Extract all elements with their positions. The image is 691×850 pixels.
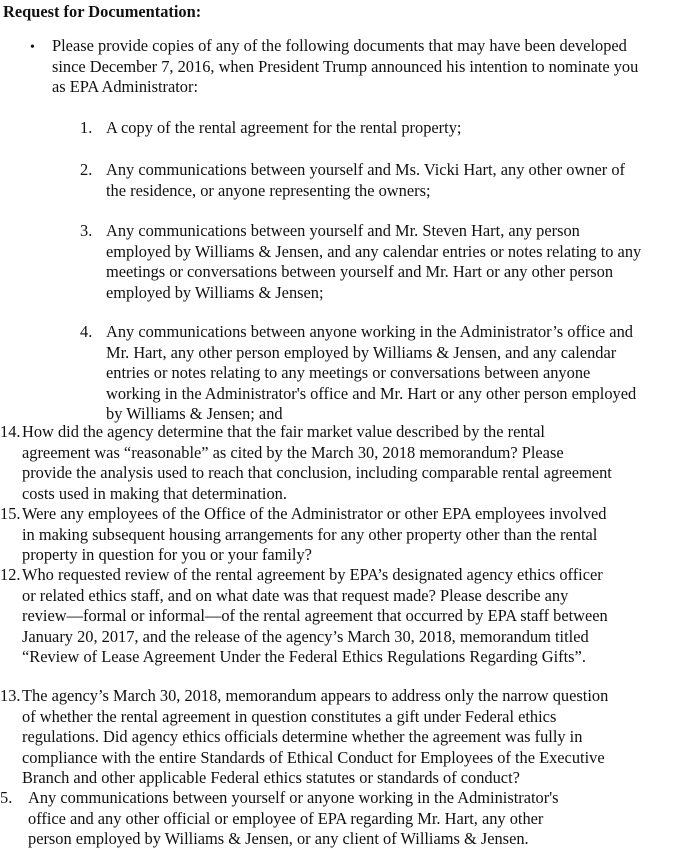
bullet-paragraph	[52, 36, 691, 98]
question-number: 14.	[0, 422, 21, 441]
text-line: of whether the rental agreement in question constitutes a gift under Federal ethics	[22, 706, 557, 726]
text-line: by Williams & Jensen; and	[106, 404, 283, 424]
sub-item-number: 4.	[80, 322, 93, 341]
text-line: Please provide copies of any of the following documents that may have been developed	[52, 36, 627, 55]
text-line: employed by Williams & Jensen;	[106, 282, 324, 302]
text-line: Any communications between yourself and Mr. Steven Hart, any person	[106, 221, 580, 240]
text-line: agreement was “reasonable” as cited by the March 30, 2018 memorandum? Please	[22, 442, 564, 462]
text-line: Who requested review of the rental agreement by EPA’s designated agency ethics officer	[22, 565, 603, 584]
text-line: Any communications between anyone working in the Administrator’s office and	[106, 322, 633, 341]
text-line: entries or notes relating to any meetings or conversations between anyone	[106, 363, 591, 383]
text-line: review—formal or informal—of the rental agreement that occurred by EPA staff between	[22, 606, 608, 626]
question-number: 15.	[0, 504, 21, 523]
question-number: 13.	[0, 686, 21, 705]
text-line: employed by Williams & Jensen, and any calendar entries or notes relating to any	[106, 241, 642, 261]
text-line: compliance with the entire Standards of Ethical Conduct for Employees of the Executive	[22, 747, 605, 767]
text-line: person employed by Williams & Jensen, or any client of Williams & Jensen.	[28, 829, 529, 849]
section-heading: Request for Documentation:	[3, 2, 202, 21]
text-line: working in the Administrator's office and Mr. Hart or any other person employed	[106, 383, 637, 403]
text-line: Any communications between yourself or anyone working in the Administrator's	[28, 788, 559, 807]
text-line: The agency’s March 30, 2018, memorandum appears to address only the narrow question	[22, 686, 609, 705]
text-line: or related ethics staff, and on what date was that request made? Please describe any	[22, 585, 569, 605]
text-line: Were any employees of the Office of the Administrator or other EPA employees involved	[22, 504, 607, 523]
sub-item-number: 2.	[80, 160, 93, 179]
text-line: provide the analysis used to reach that conclusion, including comparable rental agreement	[22, 463, 612, 483]
text-line: property in question for you or your family?	[22, 545, 312, 565]
text-line: Any communications between yourself and Ms. Vicki Hart, any other owner of	[106, 160, 625, 179]
question-number: 5.	[0, 788, 13, 807]
text-line: the residence, or anyone representing the owners;	[106, 180, 431, 200]
text-line: as EPA Administrator:	[52, 77, 199, 97]
text-line: “Review of Lease Agreement Under the Federal Ethics Regulations Regarding Gifts”.	[22, 647, 586, 667]
text-line: meetings or conversations between yourself and Mr. Hart or any other person	[106, 262, 614, 282]
sub-item-number: 3.	[80, 221, 93, 240]
text-line: since December 7, 2016, when President Trump announced his intention to nominate you	[52, 56, 639, 76]
text-line: A copy of the rental agreement for the rental property;	[106, 118, 462, 137]
text-line: regulations. Did agency ethics officials determine whether the agreement was fully in	[22, 727, 583, 747]
text-line: office and any other official or employee of EPA regarding Mr. Hart, any other	[28, 808, 544, 828]
text-line: costs used in making that determination.	[22, 483, 287, 503]
text-line: How did the agency determine that the fair market value described by the rental	[22, 422, 545, 441]
sub-item-number: 1.	[80, 118, 93, 137]
text-line: January 20, 2017, and the release of the agency’s March 30, 2018, memorandum titled	[22, 626, 589, 646]
text-line: Branch and other applicable Federal ethics statutes or standards of conduct?	[22, 768, 520, 788]
text-line: Mr. Hart, any other person employed by Williams & Jensen, and any calendar	[106, 342, 617, 362]
bullet-symbol: •	[30, 40, 35, 55]
text-line: in making subsequent housing arrangements for any other property other than the rental	[22, 524, 598, 544]
question-number: 12.	[0, 565, 21, 584]
